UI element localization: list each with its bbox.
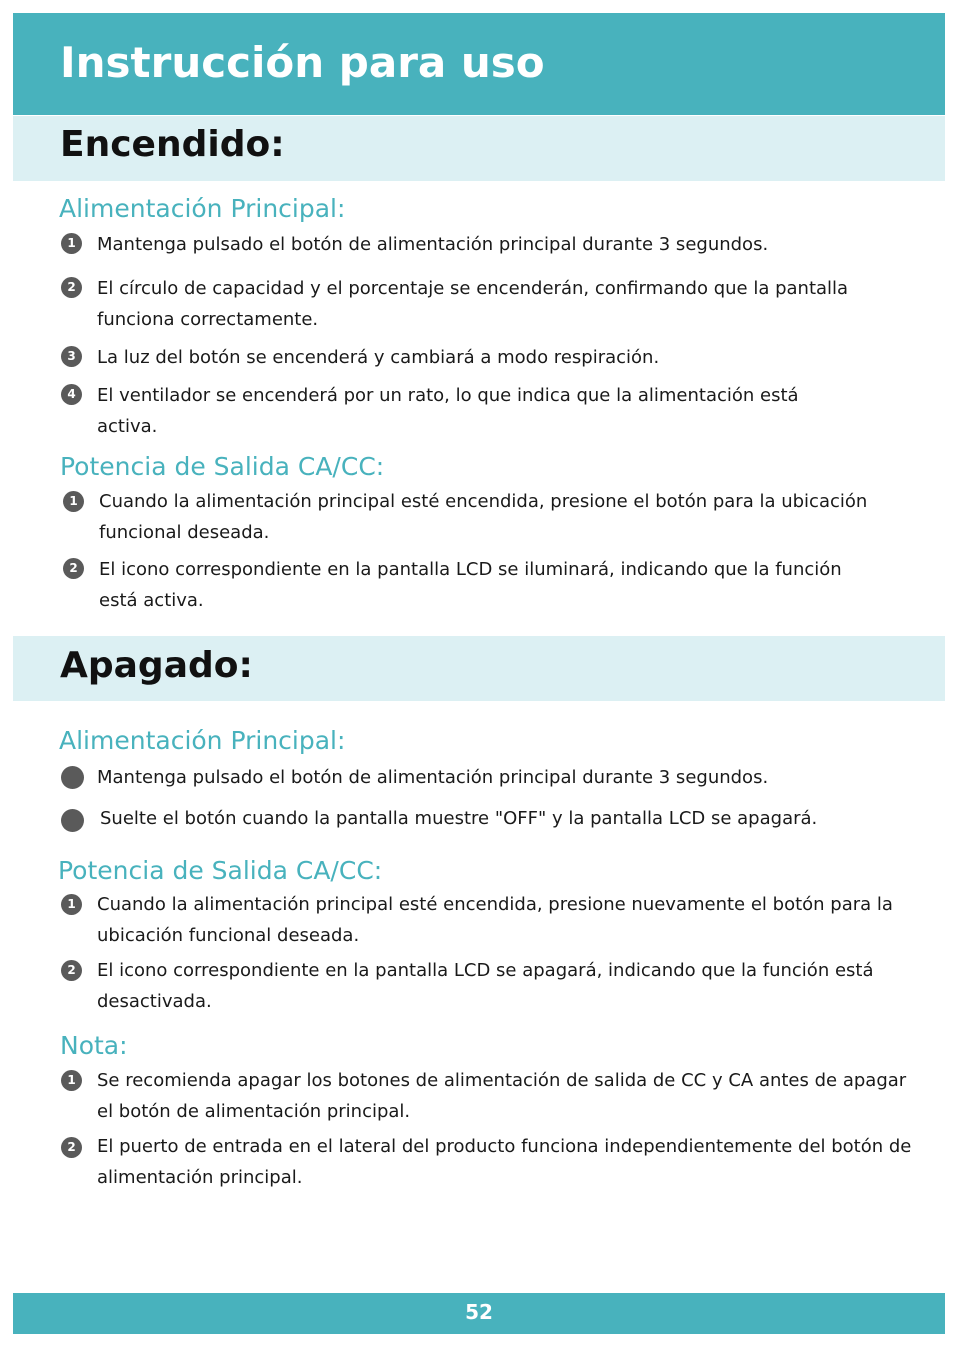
- step-number-badge: 2: [61, 960, 82, 981]
- list-item: Suelte el botón cuando la pantalla muestre "OFF" y la pantalla LCD se apagará.: [100, 808, 818, 829]
- section-title-encendido: Encendido:: [60, 124, 285, 165]
- list-item: El puerto de entrada en el lateral del producto funciona independientemente del botón de alimentación principal.: [97, 1136, 912, 1188]
- step-number-badge: 1: [61, 894, 82, 915]
- list-item: El icono correspondiente en la pantalla LCD se iluminará, indicando que la función está activa.: [99, 559, 842, 611]
- step-number-badge: 2: [61, 277, 82, 298]
- list-item: Cuando la alimentación principal esté encendida, presione el botón para la ubicación funcional deseada.: [99, 491, 868, 543]
- list-item: La luz del botón se encenderá y cambiará a modo respiración.: [97, 347, 660, 368]
- subheading-output-off: Potencia de Salida CA/CC:: [58, 856, 383, 885]
- page-title: Instrucción para uso: [60, 38, 545, 87]
- step-number-badge: 1: [61, 233, 82, 254]
- list-item: Cuando la alimentación principal esté encendida, presione nuevamente el botón para la ubicación funcional deseada.: [97, 894, 893, 946]
- list-item: El ventilador se encenderá por un rato, lo que indica que la alimentación está activa.: [97, 385, 799, 437]
- subheading-main-power-on: Alimentación Principal:: [59, 194, 346, 223]
- list-item: Se recomienda apagar los botones de alimentación de salida de CC y CA antes de apagar el botón de alimentación principal.: [97, 1070, 907, 1122]
- subheading-output-on: Potencia de Salida CA/CC:: [60, 452, 385, 481]
- step-number-badge: 1: [61, 1070, 82, 1091]
- step-number-badge: 2: [63, 558, 84, 579]
- step-number-badge: 2: [61, 1137, 82, 1158]
- list-item: El círculo de capacidad y el porcentaje se encenderán, confirmando que la pantalla funciona correctamente.: [97, 278, 849, 330]
- list-item: Mantenga pulsado el botón de alimentación principal durante 3 segundos.: [97, 767, 769, 788]
- step-number-badge: 1: [63, 491, 84, 512]
- subheading-main-power-off: Alimentación Principal:: [59, 726, 346, 755]
- subheading-note: Nota:: [60, 1031, 128, 1060]
- list-item: Mantenga pulsado el botón de alimentación principal durante 3 segundos.: [97, 234, 769, 255]
- step-number-badge: 4: [61, 384, 82, 405]
- section-title-apagado: Apagado:: [60, 645, 253, 686]
- step-number-badge: 3: [61, 346, 82, 367]
- bullet-dot: [61, 809, 84, 832]
- list-item: El icono correspondiente en la pantalla LCD se apagará, indicando que la función está desactivada.: [97, 960, 874, 1012]
- page-number: 52: [465, 1300, 493, 1324]
- bullet-dot: [61, 766, 84, 789]
